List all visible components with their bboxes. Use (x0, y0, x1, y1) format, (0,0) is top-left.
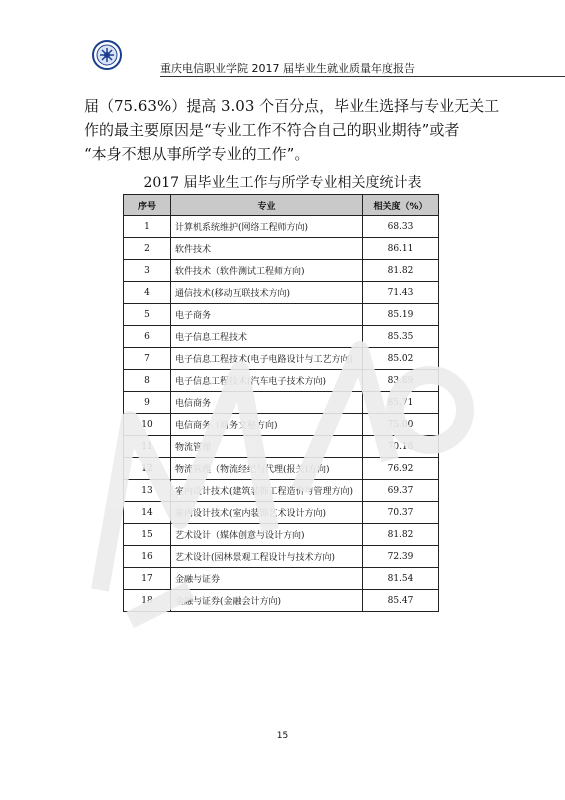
row-number-cell: 2 (124, 238, 171, 260)
major-cell: 计算机系统维护(网络工程师方向) (171, 216, 363, 238)
table-row (124, 216, 439, 238)
row-number-cell: 11 (124, 436, 171, 458)
relevance-cell: 72.39 (363, 546, 439, 568)
table-row (124, 590, 439, 612)
major-cell: 物流管理（物流经纪与代理(报关)方向) (171, 458, 363, 480)
table-row (124, 546, 439, 568)
row-number-cell: 12 (124, 458, 171, 480)
row-number-cell: 13 (124, 480, 171, 502)
header-cell-major: 专业 (171, 195, 363, 216)
table-row (124, 502, 439, 524)
table-row (124, 370, 439, 392)
table-row (124, 392, 439, 414)
major-cell: 电子信息工程技术 (171, 326, 363, 348)
major-cell: 艺术设计(园林景观工程设计与技术方向) (171, 546, 363, 568)
relevance-cell: 85.35 (363, 326, 439, 348)
relevance-cell: 76.92 (363, 458, 439, 480)
row-number-cell: 1 (124, 216, 171, 238)
row-number-cell: 10 (124, 414, 171, 436)
row-number-cell: 16 (124, 546, 171, 568)
major-cell: 金融与证券 (171, 568, 363, 590)
table-row (124, 304, 439, 326)
major-cell: 金融与证券(金融会计方向) (171, 590, 363, 612)
table-row (124, 436, 439, 458)
table-row (124, 260, 439, 282)
row-number-cell: 7 (124, 348, 171, 370)
major-cell: 室内设计技术(室内装饰艺术设计方向) (171, 502, 363, 524)
row-number-cell: 15 (124, 524, 171, 546)
page-header (80, 40, 480, 80)
relevance-cell: 85.19 (363, 304, 439, 326)
table-row (124, 480, 439, 502)
row-number-cell: 9 (124, 392, 171, 414)
major-cell: 电信商务 (171, 392, 363, 414)
body-line: 作的最主要原因是“专业工作不符合自己的职业期待”或者 (84, 121, 460, 139)
row-number-cell: 3 (124, 260, 171, 282)
relevance-table (123, 194, 439, 612)
relevance-cell: 85.47 (363, 590, 439, 612)
major-cell: 电子信息工程技术(电子电路设计与工艺方向) (171, 348, 363, 370)
relevance-cell: 70.37 (363, 502, 439, 524)
relevance-cell: 81.54 (363, 568, 439, 590)
major-cell: 软件技术 (171, 238, 363, 260)
row-number-cell: 17 (124, 568, 171, 590)
header-title: 重庆电信职业学院 2017 届毕业生就业质量年度报告 (160, 62, 415, 75)
major-cell: 软件技术（软件测试工程师方向) (171, 260, 363, 282)
relevance-cell: 85.02 (363, 348, 439, 370)
body-paragraph (84, 94, 500, 166)
table-row (124, 348, 439, 370)
table-row (124, 282, 439, 304)
table-row (124, 326, 439, 348)
body-line: 届（75.63%）提高 3.03 个百分点，毕业生选择与专业无关工 (84, 97, 500, 115)
table-header-row (124, 195, 439, 216)
table-row (124, 568, 439, 590)
header-cell-relevance: 相关度（%） (363, 195, 439, 216)
relevance-cell: 71.43 (363, 282, 439, 304)
major-cell: 艺术设计（媒体创意与设计方向) (171, 524, 363, 546)
major-cell: 电子信息工程技术(汽车电子技术方向) (171, 370, 363, 392)
table-row (124, 458, 439, 480)
table-row (124, 524, 439, 546)
page-number: 15 (276, 731, 289, 741)
major-cell: 通信技术(移动互联技术方向) (171, 282, 363, 304)
relevance-cell: 83.89 (363, 370, 439, 392)
body-line: “本身不想从事所学专业的工作”。 (84, 145, 310, 163)
major-cell: 电信商务（商务文秘方向) (171, 414, 363, 436)
row-number-cell: 5 (124, 304, 171, 326)
relevance-cell: 69.37 (363, 480, 439, 502)
relevance-cell: 81.82 (363, 260, 439, 282)
table-caption: 2017 届毕业生工作与所学专业相关度统计表 (143, 175, 422, 191)
major-cell: 室内设计技术(建筑装饰工程造价与管理方向) (171, 480, 363, 502)
table-row (124, 238, 439, 260)
relevance-cell: 68.33 (363, 216, 439, 238)
row-number-cell: 14 (124, 502, 171, 524)
row-number-cell: 4 (124, 282, 171, 304)
row-number-cell: 6 (124, 326, 171, 348)
relevance-cell: 85.71 (363, 392, 439, 414)
college-logo-icon (92, 40, 122, 70)
header-cell-no: 序号 (124, 195, 171, 216)
row-number-cell: 18 (124, 590, 171, 612)
relevance-cell: 81.82 (363, 524, 439, 546)
relevance-cell: 70.18 (363, 436, 439, 458)
relevance-cell: 86.11 (363, 238, 439, 260)
table-row (124, 414, 439, 436)
major-cell: 电子商务 (171, 304, 363, 326)
major-cell: 物流管理 (171, 436, 363, 458)
header-divider (160, 76, 565, 77)
table-body (124, 216, 439, 612)
row-number-cell: 8 (124, 370, 171, 392)
relevance-cell: 75.00 (363, 414, 439, 436)
